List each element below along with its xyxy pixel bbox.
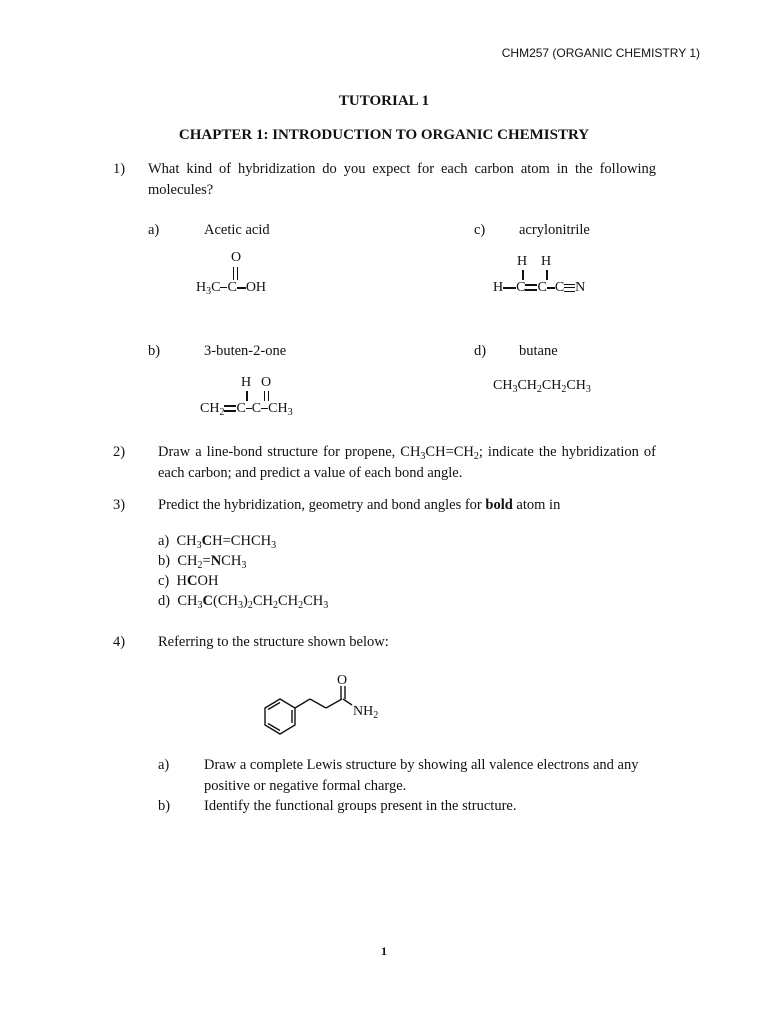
- q2-text: Draw a line-bond structure for propene, $CH_3CH=CH_2$; indicate the hybridization of each carbon; and predict a value of each bond angle.: [158, 444, 656, 481]
- q4-text: Referring to the structure shown below:: [158, 634, 389, 650]
- q3-item-b: b) $CH_2=NCH_3$: [158, 553, 247, 571]
- butane-formula: $CH_3CH_2CH_2CH_3$: [493, 378, 591, 395]
- q3-list: [158, 531, 328, 611]
- q4-part-b-label: b): [158, 798, 171, 814]
- q1-part-c-label: c): [474, 222, 486, 238]
- q4-number: 4): [113, 634, 126, 650]
- nh2-label: $NH_2$: [353, 704, 379, 721]
- q1-part-b-name: 3-buten-2-one: [204, 343, 287, 359]
- q3-item-c: c) HCOH: [158, 573, 219, 589]
- q1-part-a-name: Acetic acid: [204, 222, 270, 238]
- q4-part-b-text: Identify the functional groups present in the structure.: [204, 798, 517, 814]
- q4-part-a-label: a): [158, 757, 170, 773]
- q1-part-a-label: a): [148, 222, 160, 238]
- page-number: 1: [381, 944, 387, 958]
- acetic-acid-structure: O $H_3C$ C OH: [196, 250, 267, 297]
- q1-part-d-name: butane: [519, 343, 558, 359]
- chapter-title: CHAPTER 1: INTRODUCTION TO ORGANIC CHEMISTRY: [178, 127, 590, 143]
- q3-text: Predict the hybridization, geometry and bond angles for bold atom in: [158, 497, 561, 513]
- q1-part-d-label: d): [474, 343, 487, 359]
- q3-item-d: d) $CH_3C(CH_3)_2CH_2CH_2CH_3$: [158, 593, 329, 611]
- q4-part-a-text: Draw a complete Lewis structure by showing all valence electrons and any positive or negative formal charge.: [204, 757, 639, 794]
- course-header: CHM257 (ORGANIC CHEMISTRY 1): [501, 46, 700, 60]
- phenylpropanamide-structure: [255, 668, 395, 740]
- q3-number: 3): [113, 497, 126, 513]
- q1-part-b-label: b): [148, 343, 161, 359]
- q1-part-c-name: acrylonitrile: [519, 222, 590, 238]
- acrylonitrile-structure: H H H C C C N: [493, 254, 586, 295]
- oxygen-label: O: [337, 673, 348, 688]
- q1-number: 1): [113, 161, 126, 177]
- q3-item-a: a) $CH_3CH=CHCH_3$: [158, 533, 277, 551]
- q2-number: 2): [113, 444, 126, 460]
- butenone-structure: H O $CH_2$ C C $CH_3$: [200, 375, 293, 418]
- tutorial-title: TUTORIAL 1: [338, 93, 430, 109]
- q1-text: What kind of hybridization do you expect for each carbon atom in the following molecules?: [148, 161, 656, 198]
